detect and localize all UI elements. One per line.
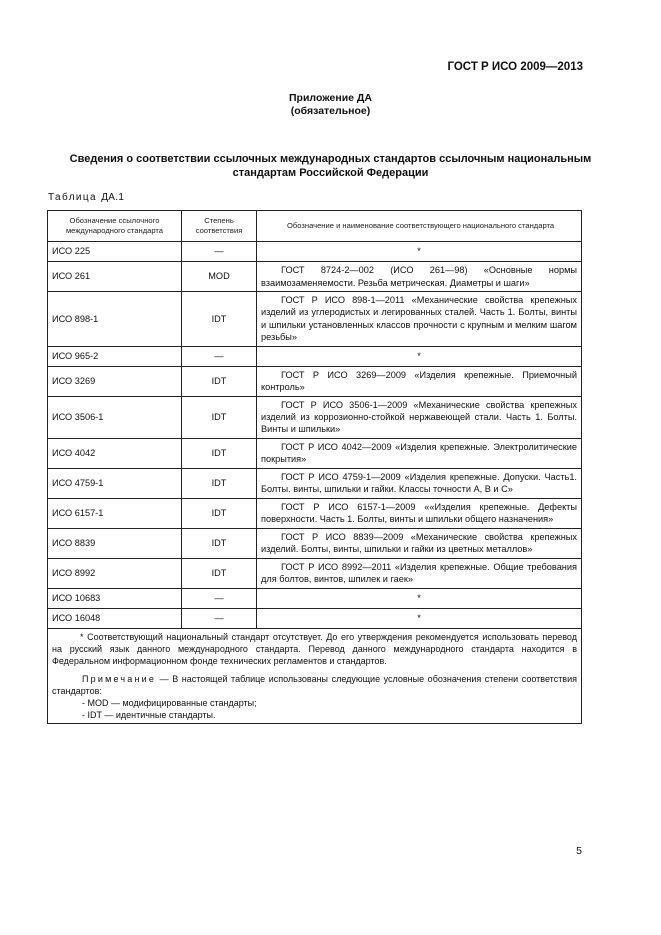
note-item-mod: - MOD — модифицированные стандарты; [82, 697, 257, 708]
note-label: Примечание [82, 673, 157, 684]
document-code: ГОСТ Р ИСО 2009—2013 [447, 61, 583, 73]
cell-national-standard: ГОСТ Р ИСО 3506-1—2009 «Механические свойства крепежных изделий из коррозионно-стойкой нержавеющей стали. Часть 1. Болты. Винты и шпильки» [257, 396, 582, 438]
cell-national-standard: ГОСТ Р ИСО 8992—2011 «Изделия крепежные. Общие требования для болтов, винтов, шпилек и гаек» [257, 558, 582, 588]
cell-international-code: ИСО 261 [48, 262, 182, 292]
table-row [48, 366, 582, 396]
cell-degree: IDT [182, 558, 257, 588]
table-row [48, 242, 582, 262]
table-caption [48, 192, 124, 203]
appendix-title: Приложение ДА [289, 92, 372, 104]
cell-international-code: ИСО 965-2 [48, 346, 182, 366]
note-item-idt: - IDT — идентичные стандарты. [82, 709, 216, 720]
table-row [48, 528, 582, 558]
cell-national-standard: * [257, 242, 582, 262]
cell-degree: IDT [182, 438, 257, 468]
cell-national-standard: ГОСТ Р ИСО 898-1—2011 «Механические свойства крепежных изделий из углеродистых и легированных сталей. Часть 1. Болты, винты и шпильки установленных классов прочности с крупным и мелким шагом резьбы» [257, 292, 582, 347]
table-caption-word: Таблица [48, 192, 98, 203]
cell-international-code: ИСО 3269 [48, 366, 182, 396]
table-caption-number: ДА.1 [101, 192, 125, 203]
table-row [48, 292, 582, 347]
cell-international-code: ИСО 4042 [48, 438, 182, 468]
appendix-heading [0, 92, 661, 118]
cell-degree: IDT [182, 366, 257, 396]
cell-international-code: ИСО 16048 [48, 608, 182, 628]
cell-degree: IDT [182, 396, 257, 438]
table-row [48, 588, 582, 608]
appendix-status: (обязательное) [290, 105, 371, 117]
table-row [48, 346, 582, 366]
cell-degree: — [182, 608, 257, 628]
cell-national-standard: ГОСТ 8724-2—002 (ИСО 261—98) «Основные нормы взаимозаменяемости. Резьба метрическая. Диаметры и шаги» [257, 262, 582, 292]
cell-national-standard: ГОСТ Р ИСО 3269—2009 «Изделия крепежные. Приемочный контроль» [257, 366, 582, 396]
cell-international-code: ИСО 225 [48, 242, 182, 262]
column-header-degree: Степень соответствия [182, 211, 257, 242]
column-header-national: Обозначение и наименование соответствующего национального стандарта [257, 211, 582, 242]
cell-degree: IDT [182, 498, 257, 528]
table-row [48, 262, 582, 292]
cell-national-standard: ГОСТ Р ИСО 4759-1—2009 «Изделия крепежные. Допуски. Часть1. Болты. винты, шпильки и гайки. Классы точности А, В и С» [257, 468, 582, 498]
cell-international-code: ИСО 10683 [48, 588, 182, 608]
table-row [48, 396, 582, 438]
cell-international-code: ИСО 3506-1 [48, 396, 182, 438]
cell-national-standard: * [257, 588, 582, 608]
cell-national-standard: ГОСТ Р ИСО 4042—2009 «Изделия крепежные. Электролитические покрытия» [257, 438, 582, 468]
footnote-text: * Соответствующий национальный стандарт отсутствует. До его утверждения рекомендуется использовать перевод на русский язык данного международного стандарта. Перевод данного международного стандарта находится в Федеральном информационном фонде технических регламентов и стандартов. [52, 631, 577, 666]
cell-national-standard: * [257, 346, 582, 366]
table-notes [48, 628, 582, 723]
table-row [48, 468, 582, 498]
cell-national-standard: ГОСТ Р ИСО 8839—2009 «Механические свойства крепежных изделий. Болты, винты, шпильки и гайки из цветных металлов» [257, 528, 582, 558]
cell-international-code: ИСО 4759-1 [48, 468, 182, 498]
cell-international-code: ИСО 8839 [48, 528, 182, 558]
table-row [48, 438, 582, 468]
cell-international-code: ИСО 8992 [48, 558, 182, 588]
cell-degree: — [182, 588, 257, 608]
cell-national-standard: ГОСТ Р ИСО 6157-1—2009 ««Изделия крепежные. Дефекты поверхности. Часть 1. Болты, винты и шпильки общего назначения» [257, 498, 582, 528]
cell-degree: — [182, 346, 257, 366]
section-heading: Сведения о соответствии ссылочных международных стандартов ссылочным национальным стандартам Российской Федерации [69, 153, 592, 179]
cell-degree: MOD [182, 262, 257, 292]
cell-degree: IDT [182, 468, 257, 498]
note-text: — В настоящей таблице использованы следующие условные обозначения степени соответствия стандартов: [52, 673, 577, 696]
cell-international-code: ИСО 6157-1 [48, 498, 182, 528]
table-notes-row [48, 628, 582, 723]
cell-international-code: ИСО 898-1 [48, 292, 182, 347]
page-number: 5 [576, 845, 582, 857]
cell-degree: IDT [182, 528, 257, 558]
cell-degree: — [182, 242, 257, 262]
cell-national-standard: * [257, 608, 582, 628]
cell-degree: IDT [182, 292, 257, 347]
correspondence-table [47, 210, 582, 724]
table-row [48, 498, 582, 528]
table-header-row [48, 211, 582, 242]
column-header-international: Обозначение ссылочного международного стандарта [48, 211, 182, 242]
note-paragraph [52, 673, 577, 697]
table-row [48, 608, 582, 628]
table-row [48, 558, 582, 588]
